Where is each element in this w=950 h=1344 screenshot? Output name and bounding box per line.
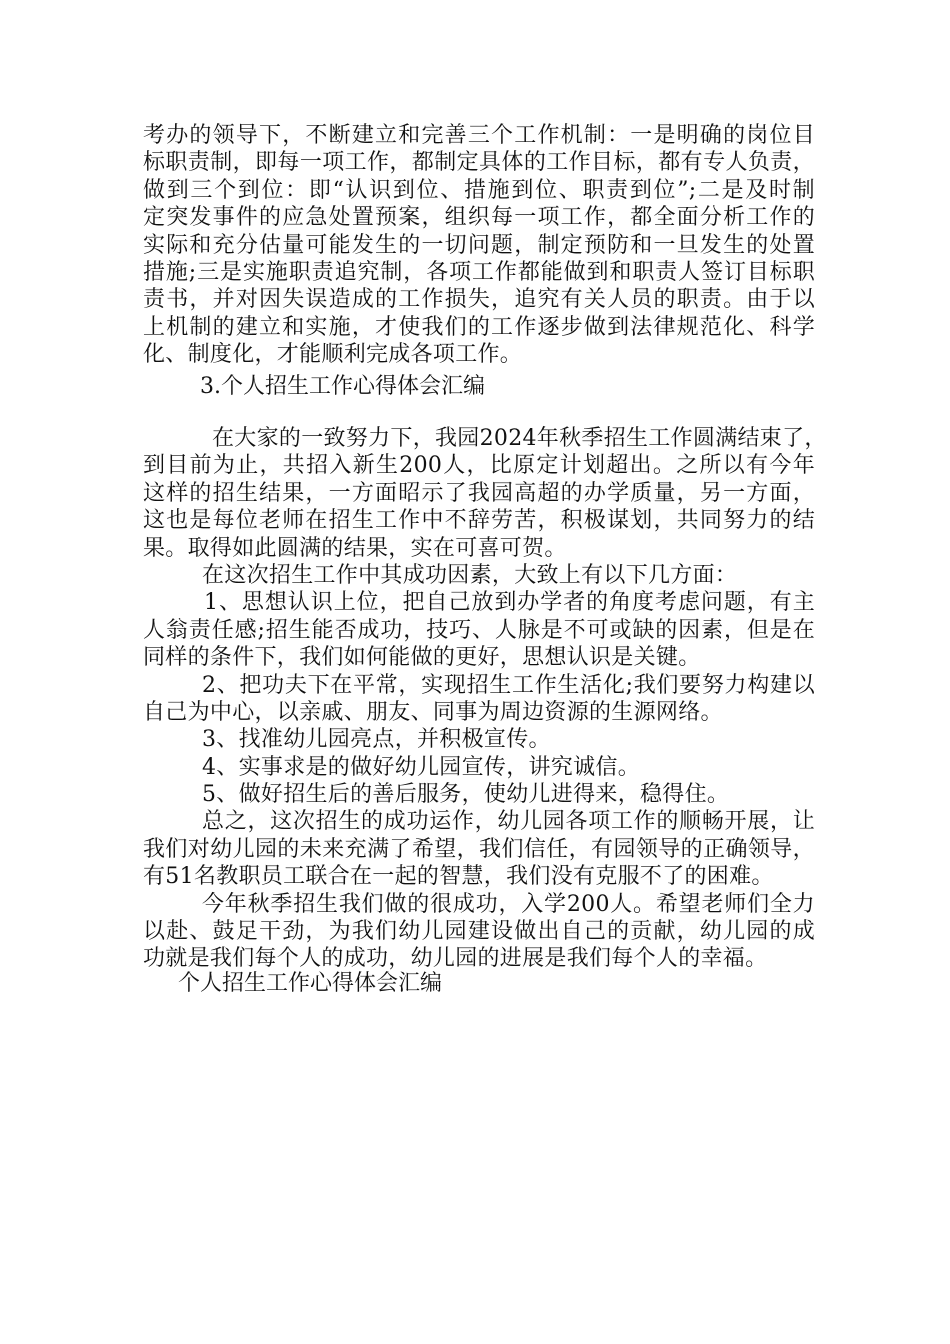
list-item-line: 人翁责任感;招生能否成功，技巧、人脉是不可或缺的因素，但是在	[143, 617, 815, 643]
paragraph-line: 考办的领导下，不断建立和完善三个工作机制：一是明确的岗位目	[143, 123, 815, 148]
list-item-line: 同样的条件下，我们如何能做的更好，思想认识是关键。	[143, 645, 701, 671]
paragraph-line: 措施;三是实施职责追究制，各项工作都能做到和职责人签订目标职	[143, 259, 815, 285]
list-item: 4、实事求是的做好幼儿园宣传，讲究诚信。	[202, 754, 640, 780]
paragraph-line: 实际和充分估量可能发生的一切问题，制定预防和一旦发生的处置	[143, 232, 815, 258]
paragraph-line: 总之，这次招生的成功运作，幼儿园各项工作的顺畅开展，让	[202, 809, 815, 835]
footer-title: 个人招生工作心得体会汇编	[178, 971, 443, 996]
list-item: 5、做好招生后的善后服务，使幼儿进得来，稳得住。	[202, 782, 730, 808]
paragraph-line: 以赴、鼓足干劲，为我们幼儿园建设做出自己的贡献，幼儿园的成	[143, 919, 815, 945]
body-text	[143, 425, 827, 973]
paragraph-line: 这样的招生结果，一方面昭示了我园高超的办学质量，另一方面，	[143, 480, 815, 506]
paragraph-line: 标职责制，即每一项工作，都制定具体的工作目标，都有专人负责，	[143, 150, 815, 176]
paragraph-line: 有51名教职员工联合在一起的智慧，我们没有克服不了的困难。	[143, 864, 774, 890]
list-item-line: 自己为中心，以亲戚、朋友、同事为周边资源的生源网络。	[143, 699, 723, 725]
paragraph-line: 今年秋季招生我们做的很成功，入学200人。希望老师们全力	[202, 891, 815, 917]
paragraph-line: 责书，并对因失误造成的工作损失，追究有关人员的职责。由于以	[143, 287, 815, 313]
list-item: 3、找准幼儿园亮点，并积极宣传。	[202, 727, 551, 753]
list-item: 1、思想认识上位，把自己放到办学者的角度考虑问题，有主	[204, 590, 815, 616]
paragraph-line: 功就是我们每个人的成功，幼儿园的进展是我们每个人的幸福。	[143, 946, 768, 972]
top-paragraph	[143, 122, 815, 369]
paragraph-line: 果。取得如此圆满的结果，实在可喜可贺。	[143, 535, 567, 561]
paragraph-line: 我们对幼儿园的未来充满了希望，我们信任，有园领导的正确领导，	[143, 836, 815, 862]
paragraph-line: 做到三个到位：即“认识到位、措施到位、职责到位”;二是及时制	[143, 177, 815, 203]
paragraph-line: 这也是每位老师在招生工作中不辞劳苦，积极谋划，共同努力的结	[143, 508, 815, 534]
list-item: 2、把功夫下在平常，实现招生工作生活化;我们要努力构建以	[202, 672, 815, 698]
section-heading: 3.个人招生工作心得体会汇编	[200, 374, 485, 399]
paragraph-line: 到目前为止，共招入新生200人，比原定计划超出。之所以有今年	[143, 453, 815, 479]
paragraph-line: 定突发事件的应急处置预案，组织每一项工作，都全面分析工作的	[143, 205, 815, 231]
paragraph-line: 在这次招生工作中其成功因素，大致上有以下几方面：	[202, 562, 738, 588]
paragraph-line: 化、制度化，才能顺利完成各项工作。	[143, 342, 523, 368]
paragraph-line: 上机制的建立和实施，才使我们的工作逐步做到法律规范化、科学	[143, 314, 815, 340]
paragraph-line: 在大家的一致努力下，我园2024年秋季招生工作圆满结束了，	[212, 426, 827, 451]
